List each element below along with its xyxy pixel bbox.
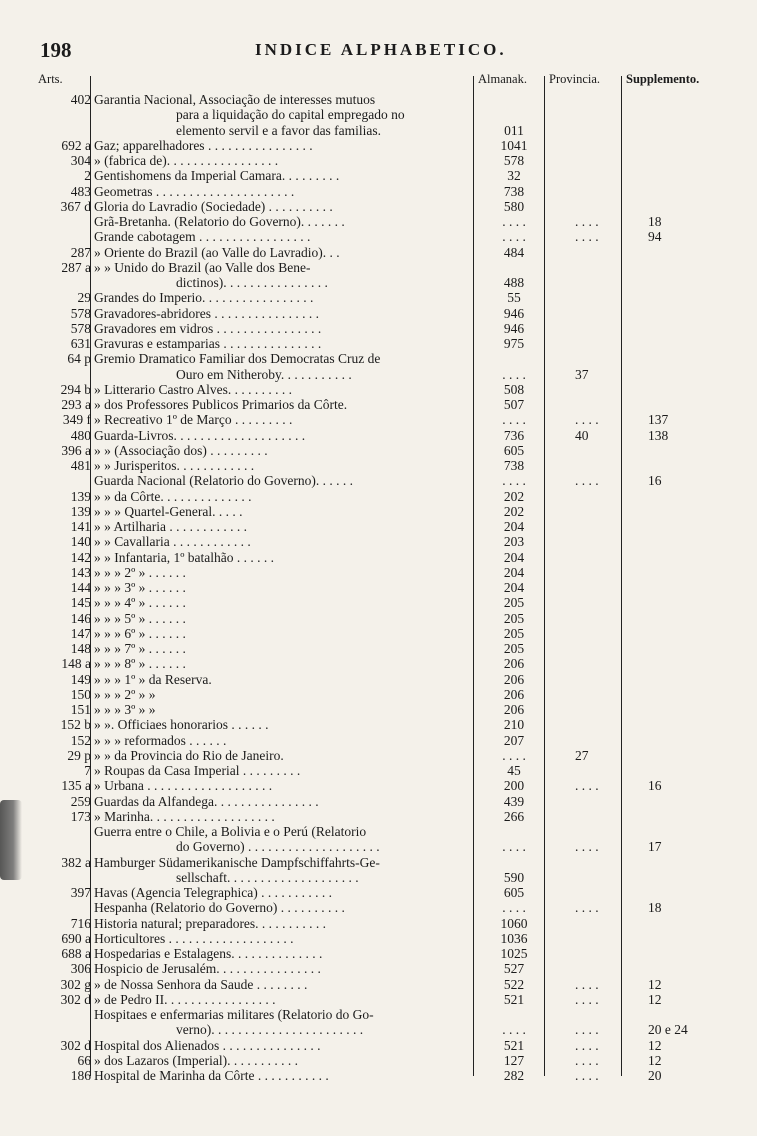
entry-text: Gravadores em vidros . . . . . . . . . . . . . . . . xyxy=(94,320,322,336)
article-number: 397 xyxy=(70,885,91,900)
article-number: 481 xyxy=(70,458,91,473)
supplemento-page: 12 xyxy=(648,976,662,992)
entry-text: Horticultores . . . . . . . . . . . . . . . . . . . xyxy=(94,930,294,946)
article-number: 152 b xyxy=(60,717,91,733)
index-entry xyxy=(0,839,757,855)
article-number: 148 a xyxy=(61,656,91,672)
article-number: 302 g xyxy=(60,976,91,992)
almanak-page: 45 xyxy=(507,763,521,778)
entry-text: sellschaft. . . . . . . . . . . . . . . . . . . . xyxy=(176,869,359,885)
article-number: 150 xyxy=(70,686,91,702)
entry-text: » » » 5º » . . . . . . xyxy=(94,610,186,626)
supplemento-page: 18 xyxy=(648,900,662,916)
supplemento-page: 20 e 24 xyxy=(648,1022,688,1038)
supplemento-page: 12 xyxy=(648,1052,662,1068)
almanak-page: . . . . xyxy=(502,1022,526,1038)
almanak-page: 206 xyxy=(503,686,525,702)
article-number: 2 xyxy=(84,168,91,184)
almanak-page: 205 xyxy=(503,625,525,641)
index-entry xyxy=(0,534,757,550)
index-entry xyxy=(0,489,757,505)
almanak-page: 738 xyxy=(503,458,525,473)
provincia-page: . . . . xyxy=(575,473,599,489)
article-number: 304 xyxy=(70,153,91,168)
almanak-page: 204 xyxy=(503,549,525,565)
index-entry xyxy=(0,260,757,276)
index-entry xyxy=(0,611,757,627)
entry-text: » de Nossa Senhora da Saude . . . . . . . . xyxy=(94,976,308,992)
almanak-page: 127 xyxy=(503,1052,525,1068)
index-entry xyxy=(0,900,757,916)
almanak-page: 522 xyxy=(503,976,525,992)
provincia-page: . . . . xyxy=(575,229,599,245)
index-entry xyxy=(0,275,757,291)
article-number: 287 xyxy=(70,244,91,260)
almanak-page: 206 xyxy=(503,656,525,672)
article-number: 690 a xyxy=(61,930,91,946)
page-number: 198 xyxy=(40,38,72,62)
entry-text: » » » 3º » . . . . . . xyxy=(94,580,186,595)
article-number: 66 xyxy=(77,1052,91,1068)
entry-text: Gaz; apparelhadores . . . . . . . . . . . . . . . . xyxy=(94,137,313,153)
entry-text: » » Jurisperitos. . . . . . . . . . . . xyxy=(94,458,255,473)
article-number: 692 a xyxy=(61,137,91,153)
article-number: 135 a xyxy=(61,778,91,794)
almanak-page: 946 xyxy=(503,320,525,336)
supplemento-page: 16 xyxy=(648,778,662,794)
entry-text: » » » Quartel-General. . . . . xyxy=(94,503,243,519)
entry-text: Guerra entre o Chile, a Bolivia e o Perú (Relatorio xyxy=(94,824,367,839)
page-title: INDICE ALPHABETICO. xyxy=(255,40,507,59)
almanak-page: 578 xyxy=(503,153,525,168)
entry-text: Guarda Nacional (Relatorio do Governo). . . . . . xyxy=(94,473,354,489)
almanak-page: 204 xyxy=(503,519,525,534)
index-entry xyxy=(0,809,757,825)
entry-text: » Marinha. . . . . . . . . . . . . . . . . . . xyxy=(94,808,275,824)
article-number: 140 xyxy=(70,534,91,550)
index-entry xyxy=(0,519,757,535)
almanak-page: 200 xyxy=(503,778,525,794)
index-entry xyxy=(0,397,757,413)
column-header-supplemento: Supplemento. xyxy=(626,72,700,86)
entry-text: » dos Professores Publicos Primarios da Côrte. xyxy=(94,397,348,412)
almanak-page: 605 xyxy=(503,442,525,458)
entry-text: Grande cabotagem . . . . . . . . . . . . . . . . . xyxy=(94,229,311,245)
entry-text: » (fabrica de). . . . . . . . . . . . . . . . . xyxy=(94,153,279,168)
entry-text: verno). . . . . . . . . . . . . . . . . . . . . . . xyxy=(176,1022,364,1038)
index-entry xyxy=(0,702,757,718)
index-entry xyxy=(0,306,757,322)
article-number: 139 xyxy=(70,503,91,519)
entry-text: » » (Associação dos) . . . . . . . . . xyxy=(94,442,268,458)
entry-text: » » Cavallaria . . . . . . . . . . . . xyxy=(94,534,251,550)
index-entry xyxy=(0,855,757,871)
almanak-page: 204 xyxy=(503,564,525,580)
entry-text: » Oriente do Brazil (ao Valle do Lavradio). . . xyxy=(94,244,340,260)
index-entry xyxy=(0,961,757,977)
article-number: 287 a xyxy=(61,259,91,275)
supplemento-page: 137 xyxy=(648,412,669,428)
almanak-page: 282 xyxy=(503,1068,525,1083)
entry-text: » » » 6º » . . . . . . xyxy=(94,625,186,641)
almanak-page: . . . . xyxy=(502,412,526,428)
almanak-page: 207 xyxy=(503,732,525,748)
article-number: 259 xyxy=(70,793,91,809)
index-entry xyxy=(0,321,757,337)
almanak-page: 1060 xyxy=(500,915,528,931)
index-entry xyxy=(0,458,757,474)
entry-text: dictinos). . . . . . . . . . . . . . . . xyxy=(176,275,328,290)
provincia-page: . . . . xyxy=(575,991,599,1007)
almanak-page: 1025 xyxy=(500,946,528,961)
entry-text: » » Unido do Brazil (ao Valle dos Bene- xyxy=(94,259,311,275)
article-number: 173 xyxy=(70,808,91,824)
entry-text: » » » 2º » » xyxy=(94,686,156,702)
index-entry xyxy=(0,992,757,1008)
almanak-page: 266 xyxy=(503,808,525,824)
entry-text: Hospicio de Jerusalém. . . . . . . . . . . . . . . . xyxy=(94,961,321,977)
index-entry xyxy=(0,687,757,703)
article-number: 480 xyxy=(70,427,91,443)
entry-text: » Recreativo 1º de Março . . . . . . . . . xyxy=(94,412,293,428)
almanak-page: 55 xyxy=(507,290,521,306)
supplemento-page: 20 xyxy=(648,1068,662,1083)
index-entry xyxy=(0,1068,757,1084)
almanak-page: 946 xyxy=(503,305,525,321)
supplemento-page: 138 xyxy=(648,427,669,443)
almanak-page: 736 xyxy=(503,427,525,443)
index-entry xyxy=(0,916,757,932)
entry-text: Geometras . . . . . . . . . . . . . . . . . . . . . xyxy=(94,183,295,199)
almanak-page: 203 xyxy=(503,534,525,550)
article-number: 716 xyxy=(70,915,91,931)
index-entry xyxy=(0,626,757,642)
article-number: 688 a xyxy=(61,946,91,961)
article-number: 143 xyxy=(70,564,91,580)
index-entry xyxy=(0,778,757,794)
article-number: 148 xyxy=(70,641,91,656)
supplemento-page: 12 xyxy=(648,1037,662,1053)
article-number: 139 xyxy=(70,488,91,504)
index-entry xyxy=(0,550,757,566)
almanak-page: 738 xyxy=(503,183,525,199)
index-entry xyxy=(0,92,757,108)
supplemento-page: 18 xyxy=(648,214,662,229)
index-entry xyxy=(0,672,757,688)
index-entry xyxy=(0,931,757,947)
article-number: 144 xyxy=(70,580,91,595)
entry-text: do Governo) . . . . . . . . . . . . . . . . . . . . xyxy=(176,839,380,855)
index-entry xyxy=(0,656,757,672)
index-entry xyxy=(0,473,757,489)
almanak-page: 439 xyxy=(503,793,525,809)
article-number: 145 xyxy=(70,595,91,611)
almanak-page: 205 xyxy=(503,610,525,626)
index-entry xyxy=(0,824,757,840)
article-number: 367 d xyxy=(60,198,91,214)
index-entry xyxy=(0,382,757,398)
index-entry xyxy=(0,199,757,215)
index-entry xyxy=(0,351,757,367)
column-header-provincia: Provincia. xyxy=(549,72,601,86)
provincia-page: . . . . xyxy=(575,900,599,916)
almanak-page: 1041 xyxy=(500,137,528,153)
entry-text: » » da Côrte. . . . . . . . . . . . . . xyxy=(94,488,252,504)
entry-text: Guarda-Livros. . . . . . . . . . . . . . . . . . . . xyxy=(94,427,306,443)
index-entry xyxy=(0,565,757,581)
entry-text: » » » 3º » » xyxy=(94,702,156,717)
provincia-page: 40 xyxy=(575,427,589,443)
almanak-page: 580 xyxy=(503,198,525,214)
index-entry xyxy=(0,504,757,520)
index-entry xyxy=(0,412,757,428)
almanak-page: 521 xyxy=(503,1037,525,1053)
index-entry xyxy=(0,229,757,245)
entry-text: Hamburger Südamerikanische Dampfschiffahrts-Ge- xyxy=(94,854,380,870)
entry-text: » » Infantaria, 1º batalhão . . . . . . xyxy=(94,549,275,565)
article-number: 402 xyxy=(70,92,91,107)
almanak-page: 206 xyxy=(503,702,525,717)
almanak-page: 484 xyxy=(503,244,525,260)
article-number: 293 a xyxy=(61,397,91,412)
index-entry xyxy=(0,794,757,810)
article-number: 294 b xyxy=(60,381,91,397)
entry-text: » » da Provincia do Rio de Janeiro. xyxy=(94,747,284,763)
entry-text: » Roupas da Casa Imperial . . . . . . . . . xyxy=(94,763,301,778)
entry-text: » Litterario Castro Alves. . . . . . . . . . xyxy=(94,381,292,397)
index-entry xyxy=(0,367,757,383)
article-number: 578 xyxy=(70,320,91,336)
article-number: 64 p xyxy=(67,351,91,367)
article-number: 306 xyxy=(70,961,91,977)
almanak-page: . . . . xyxy=(502,214,526,229)
provincia-page: . . . . xyxy=(575,412,599,428)
article-number: 349 f xyxy=(62,412,91,428)
entry-text: Gravuras e estamparias . . . . . . . . . . . . . . . xyxy=(94,336,322,351)
almanak-page: 521 xyxy=(503,991,525,1007)
index-entry xyxy=(0,153,757,169)
almanak-page: 011 xyxy=(504,122,524,138)
index-entry xyxy=(0,641,757,657)
index-entry xyxy=(0,290,757,306)
entry-text: Historia natural; preparadores. . . . . . . . . . . xyxy=(94,915,327,931)
index-entry xyxy=(0,138,757,154)
entry-text: Hespanha (Relatorio do Governo) . . . . . . . . . . xyxy=(94,900,345,916)
almanak-page: . . . . xyxy=(502,473,526,489)
provincia-page: . . . . xyxy=(575,1068,599,1083)
article-number: 382 a xyxy=(61,854,91,870)
column-header-arts: Arts. xyxy=(38,72,63,86)
index-entry xyxy=(0,763,757,779)
almanak-page: 32 xyxy=(507,168,521,184)
almanak-page: 202 xyxy=(503,503,525,519)
supplemento-page: 16 xyxy=(648,473,662,489)
entry-text: Grandes do Imperio. . . . . . . . . . . . . . . . . xyxy=(94,290,314,306)
entry-text: » » » 4º » . . . . . . xyxy=(94,595,186,611)
article-number: 631 xyxy=(70,336,91,351)
almanak-page: 210 xyxy=(503,717,525,733)
almanak-page: 508 xyxy=(503,381,525,397)
almanak-page: 590 xyxy=(503,869,525,885)
article-number: 151 xyxy=(70,702,91,717)
article-number: 302 d xyxy=(60,991,91,1007)
almanak-page: 507 xyxy=(503,397,525,412)
provincia-page: . . . . xyxy=(575,214,599,229)
entry-text: » ». Officiaes honorarios . . . . . . xyxy=(94,717,269,733)
almanak-page: 205 xyxy=(503,641,525,656)
entry-text: Hospital de Marinha da Côrte . . . . . . . . . . . xyxy=(94,1068,329,1083)
entry-text: Hospitaes e enfermarias militares (Relatorio do Go- xyxy=(94,1007,374,1022)
almanak-page: 1036 xyxy=(500,930,528,946)
almanak-page: 204 xyxy=(503,580,525,595)
index-entry xyxy=(0,184,757,200)
almanak-page: 202 xyxy=(503,488,525,504)
entry-text: elemento servil e a favor das familias. xyxy=(176,122,382,138)
index-entry xyxy=(0,733,757,749)
index-entry xyxy=(0,245,757,261)
index-entry xyxy=(0,107,757,123)
almanak-page: . . . . xyxy=(502,747,526,763)
index-entry xyxy=(0,336,757,352)
almanak-page: 206 xyxy=(503,671,525,687)
article-number: 578 xyxy=(70,305,91,321)
provincia-page: . . . . xyxy=(575,1037,599,1053)
index-entry xyxy=(0,748,757,764)
entry-text: » de Pedro II. . . . . . . . . . . . . . . . . xyxy=(94,991,276,1007)
entry-text: » » » 8º » . . . . . . xyxy=(94,656,186,672)
index-entry xyxy=(0,214,757,230)
entry-text: Gloria do Lavradio (Sociedade) . . . . . . . . . . xyxy=(94,198,333,214)
provincia-page: . . . . xyxy=(575,1022,599,1038)
index-entry xyxy=(0,870,757,886)
entry-text: » » Artilharia . . . . . . . . . . . . xyxy=(94,519,247,534)
entry-text: Havas (Agencia Telegraphica) . . . . . . . . . . . xyxy=(94,885,332,900)
provincia-page: . . . . xyxy=(575,778,599,794)
entry-text: » » » reformados . . . . . . xyxy=(94,732,227,748)
entry-text: Ouro em Nitheroby. . . . . . . . . . . xyxy=(176,366,352,382)
almanak-page: . . . . xyxy=(502,366,526,382)
entry-text: » » » 1º » da Reserva. xyxy=(94,671,212,687)
almanak-page: . . . . xyxy=(502,229,526,245)
provincia-page: . . . . xyxy=(575,839,599,855)
entry-text: Guardas da Alfandega. . . . . . . . . . . . . . . . xyxy=(94,793,319,809)
entry-text: » » » 2º » . . . . . . xyxy=(94,564,186,580)
article-number: 396 a xyxy=(61,442,91,458)
index-entry xyxy=(0,885,757,901)
index-entry xyxy=(0,1053,757,1069)
provincia-page: . . . . xyxy=(575,976,599,992)
almanak-page: . . . . xyxy=(502,839,526,855)
provincia-page: 27 xyxy=(575,747,589,763)
entry-text: » dos Lazaros (Imperial). . . . . . . . . . . xyxy=(94,1052,298,1068)
article-number: 141 xyxy=(70,519,91,534)
provincia-page: 37 xyxy=(575,366,589,382)
index-entry xyxy=(0,977,757,993)
column-header-almanak: Almanak. xyxy=(478,72,527,86)
index-entry xyxy=(0,946,757,962)
almanak-page: . . . . xyxy=(502,900,526,916)
index-entry xyxy=(0,717,757,733)
article-number: 146 xyxy=(70,610,91,626)
entry-text: » Urbana . . . . . . . . . . . . . . . . . . . xyxy=(94,778,273,794)
index-entry xyxy=(0,443,757,459)
entry-text: Hospedarias e Estalagens. . . . . . . . . . . . . . xyxy=(94,946,323,961)
supplemento-page: 17 xyxy=(648,839,662,855)
entry-text: Gravadores-abridores . . . . . . . . . . . . . . . . xyxy=(94,305,319,321)
entry-text: Gentishomens da Imperial Camara. . . . . . . . . xyxy=(94,168,340,184)
index-entry xyxy=(0,123,757,139)
article-number: 147 xyxy=(70,625,91,641)
entry-text: Garantia Nacional, Associação de interesses mutuos xyxy=(94,92,376,107)
article-number: 7 xyxy=(84,763,91,778)
provincia-page: . . . . xyxy=(575,1052,599,1068)
index-entry xyxy=(0,168,757,184)
index-entry xyxy=(0,595,757,611)
entry-text: » » » 7º » . . . . . . xyxy=(94,641,186,656)
article-number: 142 xyxy=(70,549,91,565)
article-number: 302 d xyxy=(60,1037,91,1053)
almanak-page: 527 xyxy=(503,961,525,977)
supplemento-page: 12 xyxy=(648,991,662,1007)
entry-text: Grã-Bretanha. (Relatorio do Governo). . . . . . . xyxy=(94,214,345,229)
supplemento-page: 94 xyxy=(648,229,662,245)
index-entry xyxy=(0,1007,757,1023)
entry-text: Gremio Dramatico Familiar dos Democratas Cruz de xyxy=(94,351,381,367)
almanak-page: 975 xyxy=(503,336,525,351)
index-entry xyxy=(0,428,757,444)
index-entry xyxy=(0,580,757,596)
article-number: 152 xyxy=(70,732,91,748)
index-entry xyxy=(0,1038,757,1054)
article-number: 29 xyxy=(77,290,91,306)
article-number: 149 xyxy=(70,671,91,687)
entry-text: Hospital dos Alienados . . . . . . . . . . . . . . . xyxy=(94,1037,321,1053)
entry-text: para a liquidação do capital empregado no xyxy=(176,107,405,123)
article-number: 483 xyxy=(70,183,91,199)
almanak-page: 605 xyxy=(503,885,525,900)
almanak-page: 205 xyxy=(503,595,525,611)
article-number: 186 xyxy=(70,1068,91,1083)
almanak-page: 488 xyxy=(503,275,525,290)
index-entry xyxy=(0,1022,757,1038)
article-number: 29 p xyxy=(67,747,91,763)
